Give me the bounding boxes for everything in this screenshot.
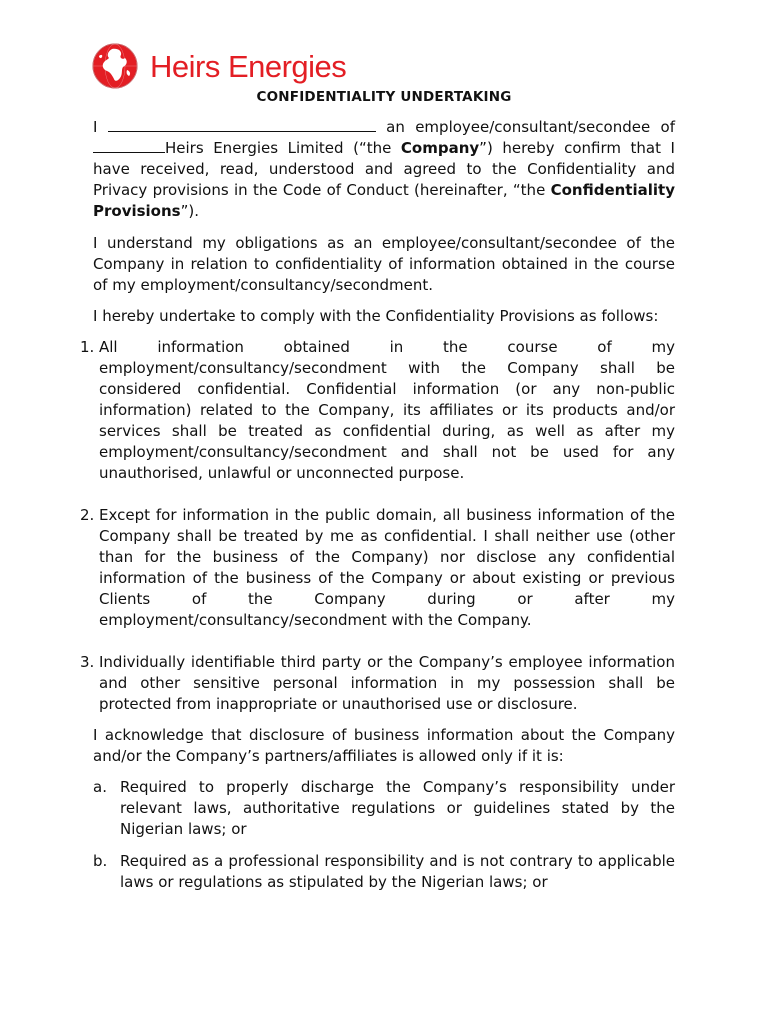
- document-body: [80, 117, 675, 893]
- item-text: Required to properly discharge the Company’s responsibility under relevant laws, authoritative regulations or guidelines stated by the Nigerian laws; or: [120, 778, 675, 838]
- company-term: Company: [400, 139, 480, 157]
- acknowledge-paragraph: I acknowledge that disclosure of business information about the Company and/or the Company’s partners/affiliates is allowed only if it is:: [93, 726, 675, 765]
- item-text: Individually identifiable third party or the Company’s employee information and other sensitive personal information in my possession shall be protected from inappropriate or unauthorised use or disclosure.: [99, 653, 675, 713]
- item-letter: a.: [93, 778, 107, 796]
- item-number: 1.: [80, 338, 95, 356]
- list-item: [93, 777, 675, 840]
- undertake-paragraph: I hereby undertake to comply with the Confidentiality Provisions as follows:: [93, 307, 659, 325]
- item-number: 3.: [80, 653, 95, 671]
- item-number: 2.: [80, 506, 95, 524]
- confirmation-paragraph: [93, 117, 675, 222]
- item-text: Except for information in the public domain, all business information of the Company shall be treated by me as confidential. I shall neither use (other than for the business of the Company) nor disclose any confidential information of the business of the Company or about existing or previous Clients of the Company during or after my employment/consultancy/secondment with the Company.: [99, 506, 675, 629]
- list-item: [80, 337, 675, 484]
- confirmation-text: ”) hereby confirm that I have received, read, understood and agreed to the Confidentiality and Privacy provisions in the Code of Conduct (hereinafter, “the: [93, 139, 675, 199]
- company-intro-text: Heirs Energies Limited (“the: [165, 139, 392, 157]
- logo-text: Heirs Energies: [150, 48, 347, 84]
- list-item: [93, 851, 675, 893]
- name-blank-field[interactable]: [108, 117, 376, 132]
- numbered-list: [80, 337, 675, 715]
- globe-icon: [92, 43, 138, 89]
- document-title: CONFIDENTIALITY UNDERTAKING: [256, 89, 512, 105]
- pronoun-text: I: [93, 118, 98, 136]
- item-text: All information obtained in the course of my employment/consultancy/secondment with the Company shall be considered confidential. Confidential information (or any non-public information) related to the Company, its affiliates or its products and/or services shall be treated as confidential during, as well as after my employment/consultancy/secondment and shall not be used for any unauthorised, unlawful or unconnected purpose.: [99, 338, 675, 482]
- provisions-term: Confidentiality Provisions: [93, 181, 675, 220]
- item-text: Required as a professional responsibility and is not contrary to applicable laws or regulations as stipulated by the Nigerian laws; or: [120, 852, 675, 891]
- department-blank-field[interactable]: [93, 138, 165, 153]
- role-text: an employee/consultant/secondee of: [386, 118, 675, 136]
- list-item: [80, 505, 675, 631]
- item-letter: b.: [93, 852, 108, 870]
- list-item: [80, 652, 675, 715]
- lettered-list: [93, 777, 675, 893]
- company-logo: [92, 42, 346, 90]
- closing-text: ”).: [180, 202, 200, 220]
- obligations-paragraph: I understand my obligations as an employee/consultant/secondee of the Company in relation to confidentiality of information obtained in the course of my employment/consultancy/secondment.: [93, 234, 675, 294]
